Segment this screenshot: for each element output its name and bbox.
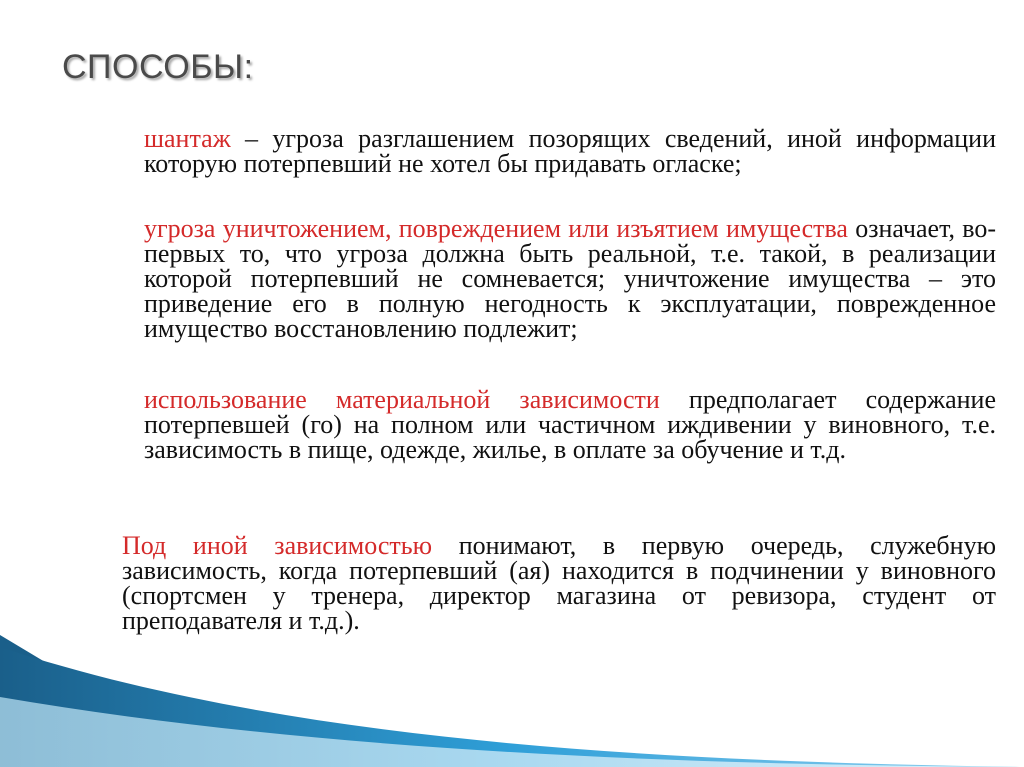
paragraph-highlight: Под иной зависимостью [122,531,433,560]
slide-title: СПОСОБЫ: [62,48,254,86]
paragraph-text: предполагает содержание потерпевшей (го) на полном или частичном иждивении у виновного, т.е. зависимость в пище, одежде, жилье, в оплате за обучение и т.д. [144,385,997,464]
wave-blue [0,647,1024,767]
paragraph-highlight: шантаж [144,124,231,153]
paragraph-blackmail [62,126,996,176]
paragraph-material-dependency [62,387,996,462]
wave-dark [0,635,170,767]
paragraph-text: означает, во-первых то, что угроза должна быть реальной, т.е. такой, в реализации которой потерпевший не сомневается; уничтожение имущества – это приведение его в полную негодность к эксплуатации, поврежденное имущество восстановлению подлежит; [144,214,996,343]
paragraph-text: понимают, в первую очередь, служебную зависимость, когда потерпевший (ая) находится в подчинении у виновного (спортсмен у тренера, директор магазина от ревизора, студент от преподавателя и т.д.). [122,531,996,635]
decorative-wave-shape [0,627,1024,767]
paragraph-highlight: угроза уничтожением, повреждением или изъятием имущества [144,214,848,243]
paragraph-property-threat [62,216,996,341]
paragraph-highlight: использование материальной зависимости [144,385,660,414]
wave-light [0,697,1024,767]
paragraph-text: – угроза разглашением позорящих сведений, иной информации которую потерпевший не хотел бы придавать огласке; [144,124,996,178]
paragraph-other-dependency [62,533,996,633]
